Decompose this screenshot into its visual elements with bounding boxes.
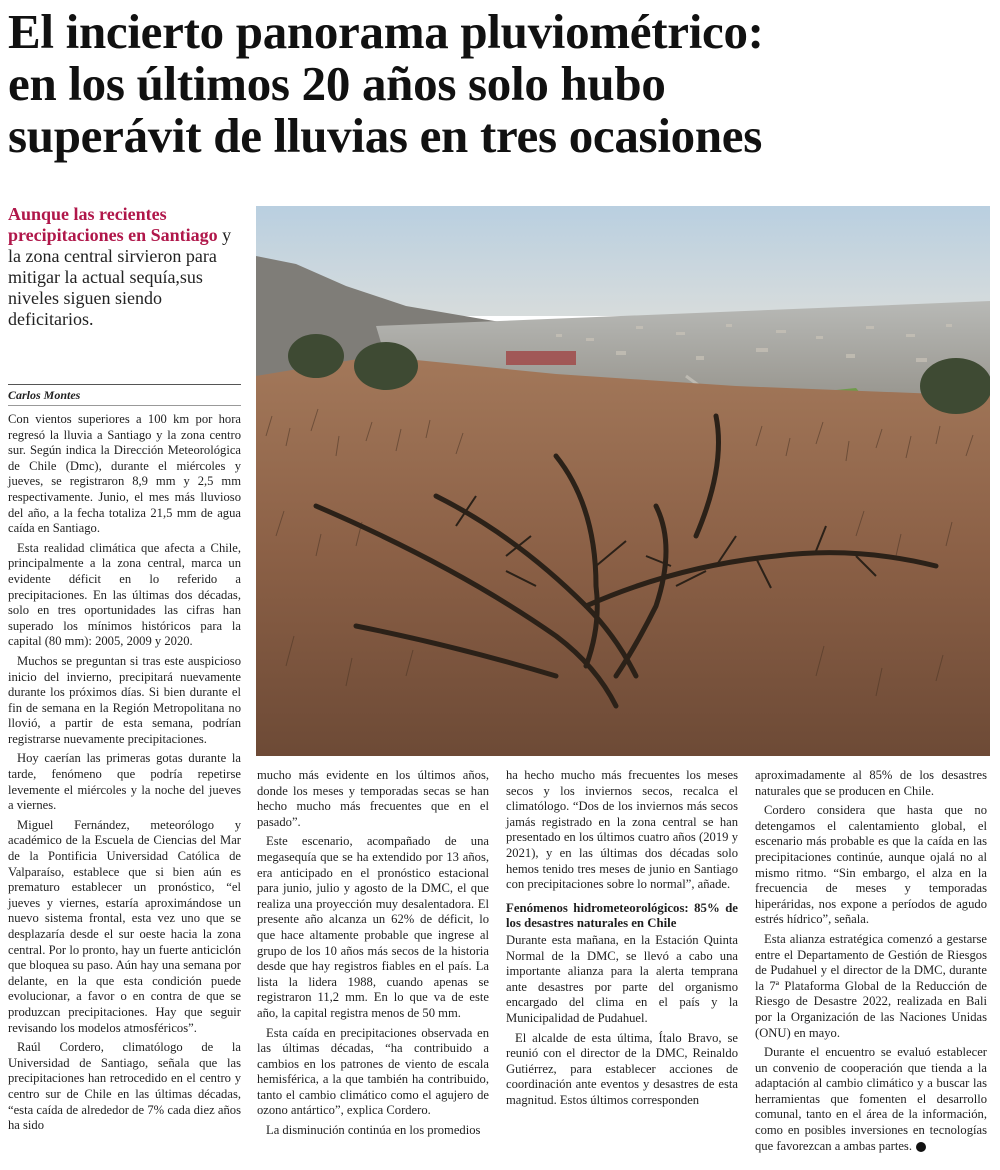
col4-paragraph-2: Cordero considera que hasta que no detengamos el calentamiento global, el escenario más probable es que la caída en las precipitaciones continúe, aunque ojalá no al mismo ritmo. “Sin embargo, el alza en la frecuencia de meses y temporadas hiperáridas, nos expone a períodos de agudo estrés hídrico”, señala. [755, 803, 987, 927]
col2-paragraph-4: La disminución continúa en los promedios [266, 1123, 481, 1138]
photo-illustration [256, 206, 990, 756]
col4-paragraph-4 [755, 1045, 987, 1154]
article-column-2 [257, 768, 489, 1143]
headline-line-3: superávit de lluvias en tres ocasiones [8, 108, 763, 163]
col3-paragraph-1: ha hecho mucho más frecuentes los meses secos y los inviernos secos, recalca el climatólogo. “Dos de los inviernos más secos jamás registrado en la zona central se han presentado en los últimos cuatro años (2019 y 2021), y en las últimas dos décadas solo hemos tenido tres meses de junio en Santiago con precipitaciones sobre lo normal”, añade. [506, 768, 738, 892]
headline [8, 6, 993, 162]
col2-paragraph-1: mucho más evidente en los últimos años, donde los meses y temporadas secas se han hecho mucho más frecuentes que en el pasado”. [257, 768, 489, 829]
col1-paragraph-6: Raúl Cordero, climatólogo de la Universidad de Santiago, señala que las precipitaciones han retrocedido en el centro y centro sur de Chile en las últimas décadas, “esta caída de alrededor de 7% cada diez años ha sido [8, 1040, 241, 1133]
col1-paragraph-5: Miguel Fernández, meteorólogo y académico de la Escuela de Ciencias del Mar de la Pontificia Universidad Católica de Valparaíso, establece que si bien aún es prematuro establecer un pronóstico, “el jueves y viernes, estaría aproximándose un nuevo sistema frontal, esta vez uno que se desplazaría desde el sur oeste hacia la zona central. Por lo pronto, hay un fuerte anticiclón que bloquea su paso. Aún hay una semana por delante, en la que esta condición puede evolucionar, a favor o en contra de que se produzcan precipitaciones. Hay que seguir revisando los modelos atmosféricos”. [8, 817, 241, 1035]
byline-rule-top [8, 384, 241, 385]
lede-highlight: Aunque las recientes precipitaciones en Santiago [8, 204, 218, 245]
article-column-4 [755, 768, 987, 1158]
article-column-3 [506, 768, 738, 1112]
col1-paragraph-2: Esta realidad climática que afecta a Chile, principalmente a la zona central, marca un evidente déficit en lo referido a precipitaciones. En las últimas dos décadas, solo en tres oportunidades las cifras han superado los mínimos históricos para la capital (80 mm): 2005, 2009 y 2020. [8, 540, 241, 649]
col4-paragraph-4-text: Durante el encuentro se evaluó establecer un convenio de cooperación que tienda a la adaptación al cambio climático y a buscar las herramientas que fomenten el desarrollo comunal, tanto en el área de la información, como en posibles inversiones en tecnologías que favorezcan a ambas partes. [755, 1045, 987, 1153]
col4-paragraph-1: aproximadamente al 85% de los desastres naturales que se producen en Chile. [755, 768, 987, 798]
byline: Carlos Montes [8, 388, 81, 402]
headline-line-2: en los últimos 20 años solo hubo [8, 56, 666, 111]
col1-paragraph-4: Hoy caerían las primeras gotas durante la tarde, fenómeno que podría repetirse levemente el miércoles y la noche del jueves a viernes. [8, 751, 241, 813]
photo-dry-hillside-santiago [256, 206, 990, 756]
lede [8, 204, 246, 330]
col1-paragraph-1: Con vientos superiores a 100 km por hora regresó la lluvia a Santiago y la zona centro sur. Según indica la Dirección Meteorológica de Chile (Dmc), durante el miércoles y jueves, se registraron 8,9 mm y 2,5 mm respectivamente. Junio, el mes más lluvioso del año, a la fecha totaliza 21,5 mm de agua caída en Santiago. [8, 412, 241, 536]
headline-line-1: El incierto panorama pluviométrico: [8, 4, 764, 59]
end-of-article-bullet-icon [916, 1142, 926, 1152]
col3-paragraph-2: Durante esta mañana, en la Estación Quinta Normal de la DMC, se llevó a cabo una importante alianza para la alerta temprana ante desastres por parte del organismo encargado del clima en el país y la Municipalidad de Pudahuel. [506, 932, 738, 1025]
col3-paragraph-3: El alcalde de esta última, Ítalo Bravo, se reunió con el director de la DMC, Reinaldo Gutiérrez, para establecer acciones de coordinación ante eventos y desastres de esta magnitud. Estos últimos corresponden [506, 1030, 738, 1107]
lede-rest: y la zona central sirvieron para mitigar la actual sequía,sus niveles siguen siendo deficitarios. [8, 225, 232, 329]
col4-paragraph-3: Esta alianza estratégica comenzó a gestarse entre el Departamento de Gestión de Riesgos de Pudahuel y el director de la DMC, durante la 7ª Plataforma Global de la Reducción de Riesgo de Desastre 2022, realizada en Bali por la Organización de las Naciones Unidas (ONU) en mayo. [755, 931, 987, 1040]
subheading: Fenómenos hidrometeorológicos: 85% de los desastres naturales en Chile [506, 900, 738, 931]
article-column-1 [8, 412, 241, 1138]
byline-rule-bottom [8, 405, 241, 406]
col1-paragraph-3: Muchos se preguntan si tras este auspicioso inicio del invierno, precipitará nuevamente durante los próximos días. Si bien durante el fin de semana en la Región Metropolitana no llovió, a partir de esta semana, podrían registrarse nuevamente precipitaciones. [8, 653, 241, 746]
col2-paragraph-2: Este escenario, acompañado de una megasequía que se ha extendido por 13 años, era anticipado en el pronóstico estacional para junio, julio y agosto de la DMC, el que realiza una proyección muy desalentadora. El presente año alcanza un 62% de déficit, lo que hace altamente probable que ingrese al grupo de los 10 años más secos de la historia desde que hay registros fiables en el país. La lista la lidera 1988, cuando apenas se registraron 11,2 mm. En lo que va de este año, la capital registra menos de 50 mm. [257, 834, 489, 1020]
col2-paragraph-3: Esta caída en precipitaciones observada en las últimas décadas, “ha contribuido a cambios en los patrones de viento de escala hemisférica, a la que también ha contribuido, tanto el cambio climático como el agujero de ozono antártico”, explica Cordero. [257, 1025, 489, 1118]
